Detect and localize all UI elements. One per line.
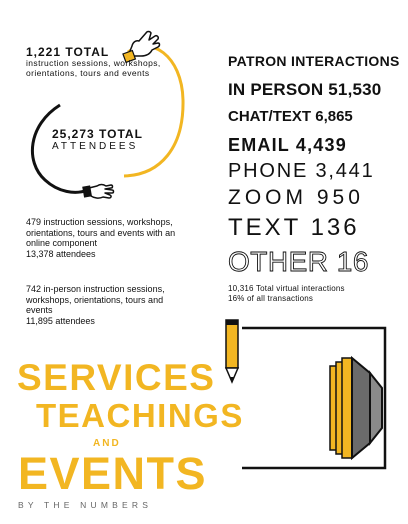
total-attendees-label: ATTENDEES [52, 141, 139, 152]
title-subtitle: BY THE NUMBERS [18, 500, 153, 510]
interaction-label: IN PERSON [228, 80, 324, 99]
interaction-label: CHAT/TEXT [228, 108, 312, 125]
online-sessions-block [26, 217, 181, 259]
interaction-value: 136 [310, 214, 360, 241]
virtual-interactions-note [228, 284, 345, 303]
title-events: EVENTS [18, 448, 208, 499]
title-and: AND [93, 438, 121, 449]
hand-icon [82, 185, 113, 199]
total-sessions-description: instruction sessions, workshops, orientations, tours and events [26, 58, 161, 78]
interaction-row-other [228, 246, 369, 278]
inperson-sessions-text: 742 in-person instruction sessions, workshops, orientations, tours and events [26, 284, 165, 315]
interaction-label: TEXT [228, 214, 301, 241]
interaction-row-phone [228, 160, 375, 183]
inperson-attendees-text: 11,895 attendees [26, 315, 95, 326]
interaction-label: EMAIL [228, 135, 290, 155]
total-attendees-number: 25,273 TOTAL [52, 127, 143, 141]
interaction-label: ZOOM [228, 186, 307, 209]
inperson-sessions-block [26, 284, 186, 326]
interaction-row-in-person [228, 80, 381, 100]
online-attendees-text: 13,378 attendees [26, 248, 96, 259]
interaction-value: 3,441 [315, 160, 375, 182]
interaction-value: 950 [316, 186, 364, 209]
interaction-label: PHONE [228, 160, 309, 182]
interaction-label: OTHER [228, 246, 329, 277]
pencil-book-illustration [220, 318, 400, 478]
patron-interactions-title: PATRON INTERACTIONS [228, 53, 400, 69]
interaction-row-zoom [228, 186, 364, 210]
online-sessions-text: 479 instruction sessions, workshops, orientations, tours and events with an online component [26, 217, 176, 248]
interaction-value: 16 [336, 246, 369, 277]
interaction-row-chat-text [228, 108, 353, 125]
interaction-row-email [228, 135, 347, 156]
interaction-value: 6,865 [315, 108, 353, 125]
virtual-total-text: 10,316 Total virtual interactions [228, 284, 345, 293]
total-sessions-number: 1,221 TOTAL [26, 45, 110, 59]
virtual-percent-text: 16% of all transactions [228, 293, 314, 303]
interaction-row-text [228, 214, 360, 242]
interaction-value: 51,530 [328, 80, 382, 99]
pencil-icon [226, 320, 238, 382]
interaction-value: 4,439 [295, 135, 347, 155]
book-icon [330, 358, 382, 458]
title-services: SERVICES [17, 357, 216, 398]
title-teachings: TEACHINGS [36, 397, 244, 434]
